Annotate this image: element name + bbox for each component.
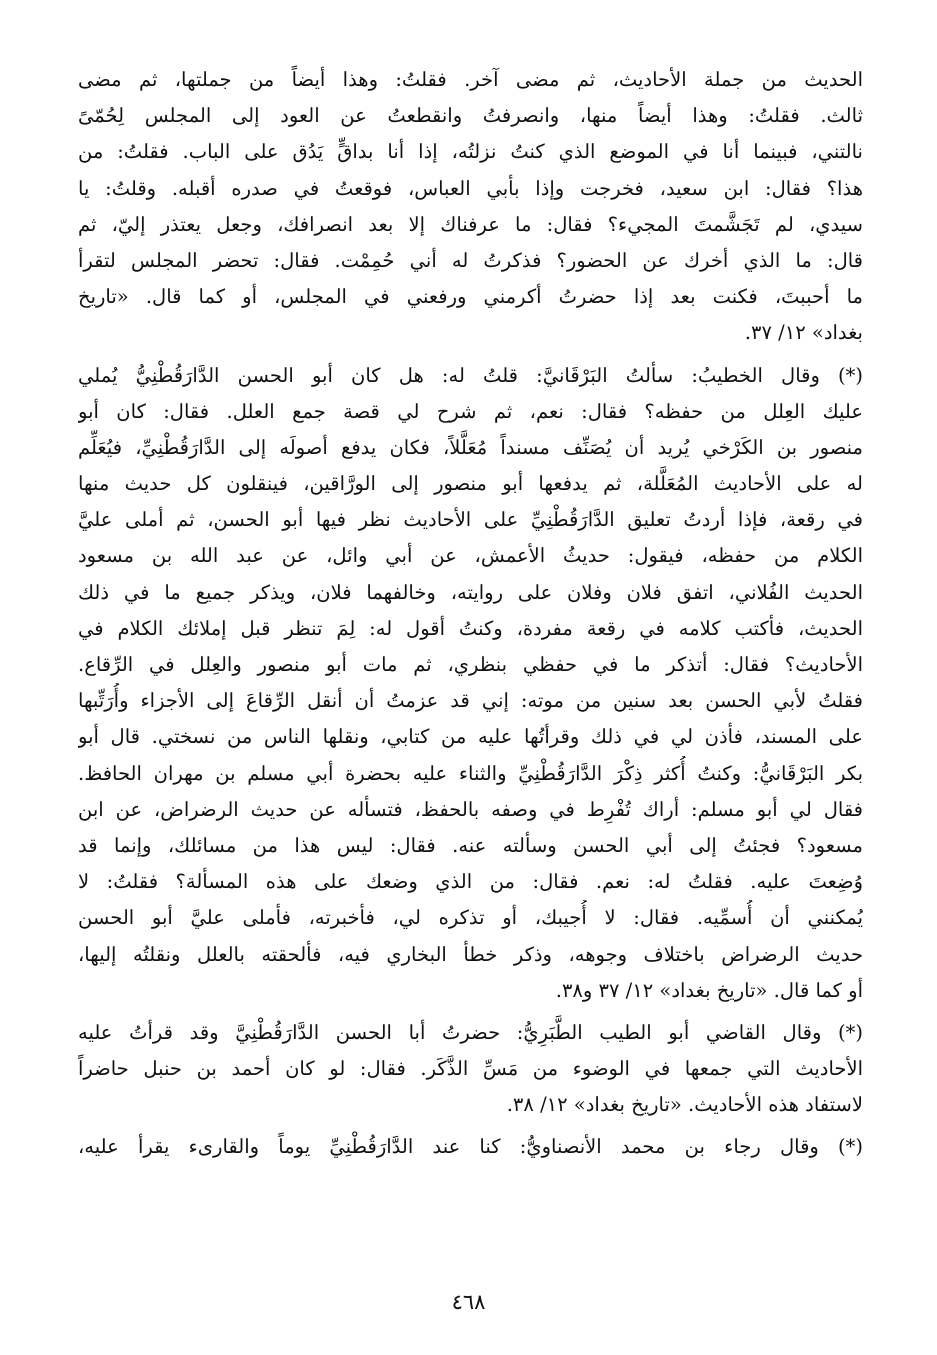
text-line: فقال لي أبو مسلم: أراك تُفْرِط في وصفه بالحفظ، فتسأله عن حديث الرضراض، عن ابن [78,797,863,821]
text-line: ما أحببتَ، فكنت بعد إذا حضرتُ أكرمني ورفعني في المجلس، أو كما قال. «تاريخ [78,285,863,309]
text-line: سيدي، لم تَجَشَّمتَ المجيء؟ فقال: ما عرفناك إلا بعد انصرافك، وجعل يعتذر إليّ، ثم [78,212,863,236]
text-line: بغداد» ١٢/ ٣٧. [744,321,863,345]
text-line: له على الأحاديث المُعَلَّلة، ثم يدفعها أبو منصور إلى الورَّاقين، فينقلون كل حديث منها [78,472,863,496]
text-line: عليك العِلل من حفظه؟ فقال: نعم، ثم شرح لي قصة جمع العلل. فقال: كان أبو [78,399,863,423]
text-line: الحديث، فأكتب كلامه في رقعة مفردة، وكنتُ أقول له: لِمَ تنظر قبل إملائك الكلام في [78,616,863,640]
text-line: منصور بن الكَرْخي يُريد أن يُصَنِّف مسنداً مُعَلَّلاً، فكان يدفع أصولَه إلى الدَّارَقُطْنِيِّ، فيُعَلِّم [78,435,863,459]
text-line: الأحاديث؟ فقال: أتذكر ما في حفظي بنظري، ثم مات أبو منصور والعِلل في الرِّقاع. [78,653,863,676]
text-line: وُضِعتَ عليه. فقلتُ له: نعم. فقال: من الذي وضعك على هذه المسألة؟ فقلتُ: لا [78,870,863,894]
text-line: الحديث من جملة الأحاديث، ثم مضى آخر. فقلتُ: وهذا أيضاً من جملتها، ثم مضى [78,68,863,91]
page-number: ٤٦٨ [451,1290,486,1314]
text-line: لاستفاد هذه الأحاديث. «تاريخ بغداد» ١٢/ ٣٨. [506,1093,863,1117]
paragraph [78,1015,863,1124]
text-line: (*) وقال الخطيبُ: سألتُ البَرْقَانيَّ: قلتُ له: هل كان أبو الحسن الدَّارَقُطْنِيُّ يُملي [78,363,863,387]
text-line: حديث الرضراض باختلاف وجوهه، وذكر خطأ البخاري فيه، فألحقته بالعلل ونقلتُه إليها، [78,942,863,966]
paragraph [78,1129,863,1165]
text-line: مسعود؟ فجئتُ إلى أبي الحسن وسألته عنه. فقال: ليس هذا من مسائلك، وإنما قد [78,833,863,857]
text-line: فقلتُ لأبي الحسن بعد سنين من موته: إني قد عزمتُ أن أنقل الرِّقاعَ إلى الأجزاء وأُرَتِّبها [78,689,863,713]
text-line: الأحاديث التي جمعها في الوضوء من مَسِّ الذَّكَر. فقال: لو كان أحمد بن حنبل حاضراً [78,1057,863,1081]
text-line: الكلام من حفظه، فيقول: حديثُ الأعمش، عن أبي وائل، عن عبد الله بن مسعود [78,544,863,568]
text-line: (*) وقال رجاء بن محمد الأنصناويُّ: كنا عند الدَّارَقُطْنِيِّ يوماً والقارىء يقرأ عليه، [78,1135,863,1159]
paragraph [78,62,863,352]
text-line: يُمكنني أن أُسمِّيه. فقال: لا أُجيبك، أو تذكره لي، فأخبرته، فأملى عليَّ أبو الحسن [78,906,863,930]
text-line: (*) وقال القاضي أبو الطيب الطَّبَرِيُّ: حضرتُ أبا الحسن الدَّارَقُطْنِيَّ وقد قرأتُ عليه [78,1020,863,1044]
page-body [78,62,863,1166]
text-line: بكر البَرْقَانيُّ: وكنتُ أُكثر ذِكْرَ الدَّارَقُطْنِيِّ والثناء عليه بحضرة أبي مسلم بن مهران الحافظ. [78,761,863,785]
text-line: هذا؟ فقال: ابن سعيد، فخرجت وإذا بأبي العباس، فوقعتُ في صدره أقبله. وقلتُ: يا [78,176,863,200]
text-line: في رقعة، فإذا أردتُ تعليق الدَّارَقُطْنِيِّ على الأحاديث نظر فيها أبو الحسن، ثم أملى عليَّ [78,508,863,532]
text-line: أو كما قال. «تاريخ بغداد» ١٢/ ٣٧ و٣٨. [555,978,863,1002]
text-line: نالتني، فبينما أنا في الموضع الذي كنتُ نزلتُه، إذا أنا بداقٍّ يَدُق على الباب. فقلتُ: من [78,140,863,164]
text-line: على المسند، فأذن لي في ذلك وقرأتُها عليه من كتابي، ونقلها الناس من نسختي. قال أبو [78,725,863,749]
paragraph [78,358,863,1009]
text-line: قال: ما الذي أخرك عن الحضور؟ فذكرتُ له أني حُمِمْت. فقال: تحضر المجلس لتقرأ [78,248,863,272]
text-line: ثالث. فقلتُ: وهذا أيضاً منها، وانصرفتُ وانقطعتُ عن العود إلى المجلس لِحُمّىً [78,104,863,128]
text-line: الحديث الفُلاني، اتفق فلان وفلان على روايته، وخالفهما فلان، ويذكر جميع ما في ذلك [78,580,863,604]
